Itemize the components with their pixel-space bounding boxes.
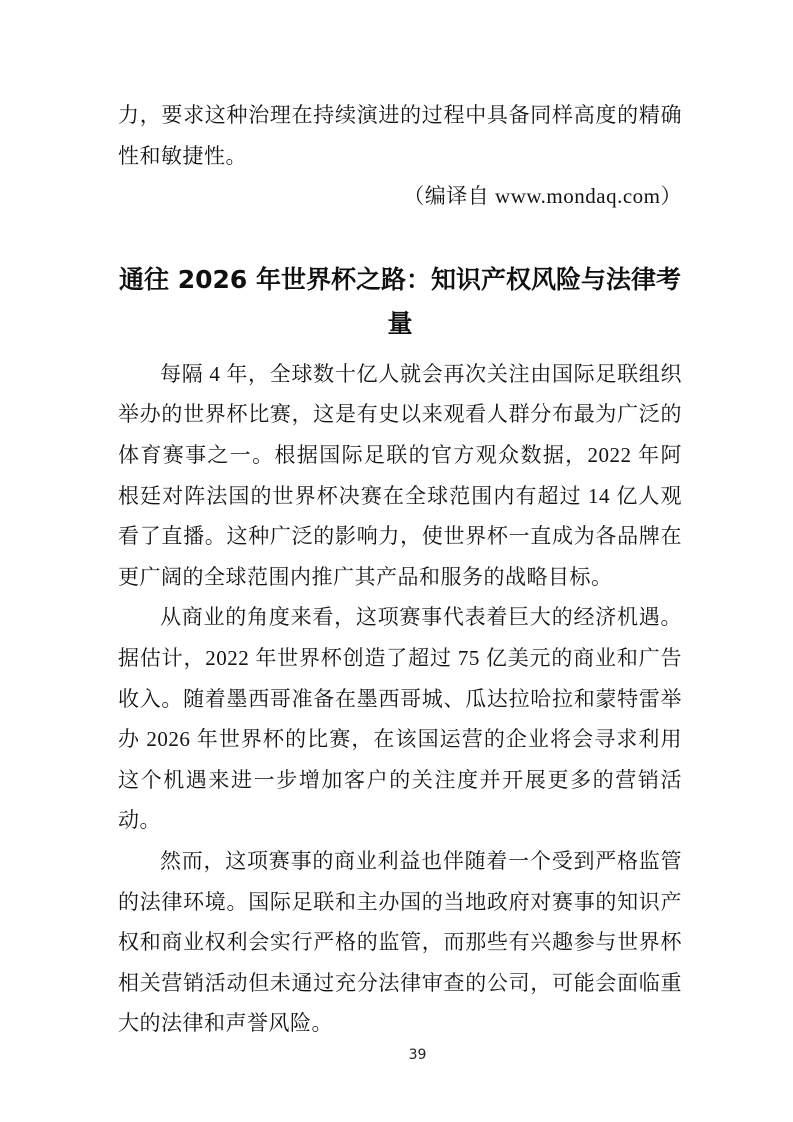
article-paragraph-3: 然而，这项赛事的商业利益也伴随着一个受到严格监管的法律环境。国际足联和主办国的当地政府对赛事的知识产权和商业权利会实行严格的监管，而那些有兴趣参与世界杯相关营销活动但未通过充分法律审查的公司，可能会面临重大的法律和声誉风险。 bbox=[118, 848, 682, 1036]
article-paragraph-2: 从商业的角度来看，这项赛事代表着巨大的经济机遇。据估计，2022 年世界杯创造了超过 75 亿美元的商业和广告收入。随着墨西哥准备在墨西哥城、瓜达拉哈拉和蒙特雷举办 2026 年世界杯的比赛，在该国运营的企业将会寻求利用这个机遇来进一步增加客户的关注度并开展更多的营销活动。 bbox=[118, 605, 682, 833]
source-attribution: （编译自 www.mondaq.com） bbox=[403, 184, 682, 209]
page-number: 39 bbox=[408, 1047, 427, 1063]
article-paragraph-1: 每隔 4 年，全球数十亿人就会再次关注由国际足联组织举办的世界杯比赛，这是有史以来观看人群分布最为广泛的体育赛事之一。根据国际足联的官方观众数据，2022 年阿根廷对阵法国的世界杯决赛在全球范围内有超过 14 亿人观看了直播。这种广泛的影响力，使世界杯一直成为各品牌在更广阔的全球范围内推广其产品和服务的战略目标。 bbox=[118, 361, 682, 589]
continuation-paragraph: 力，要求这种治理在持续演进的过程中具备同样高度的精确性和敏捷性。 bbox=[118, 103, 682, 168]
article-title: 通往 2026 年世界杯之路：知识产权风险与法律考量 bbox=[119, 264, 681, 338]
page-content bbox=[118, 95, 682, 1044]
